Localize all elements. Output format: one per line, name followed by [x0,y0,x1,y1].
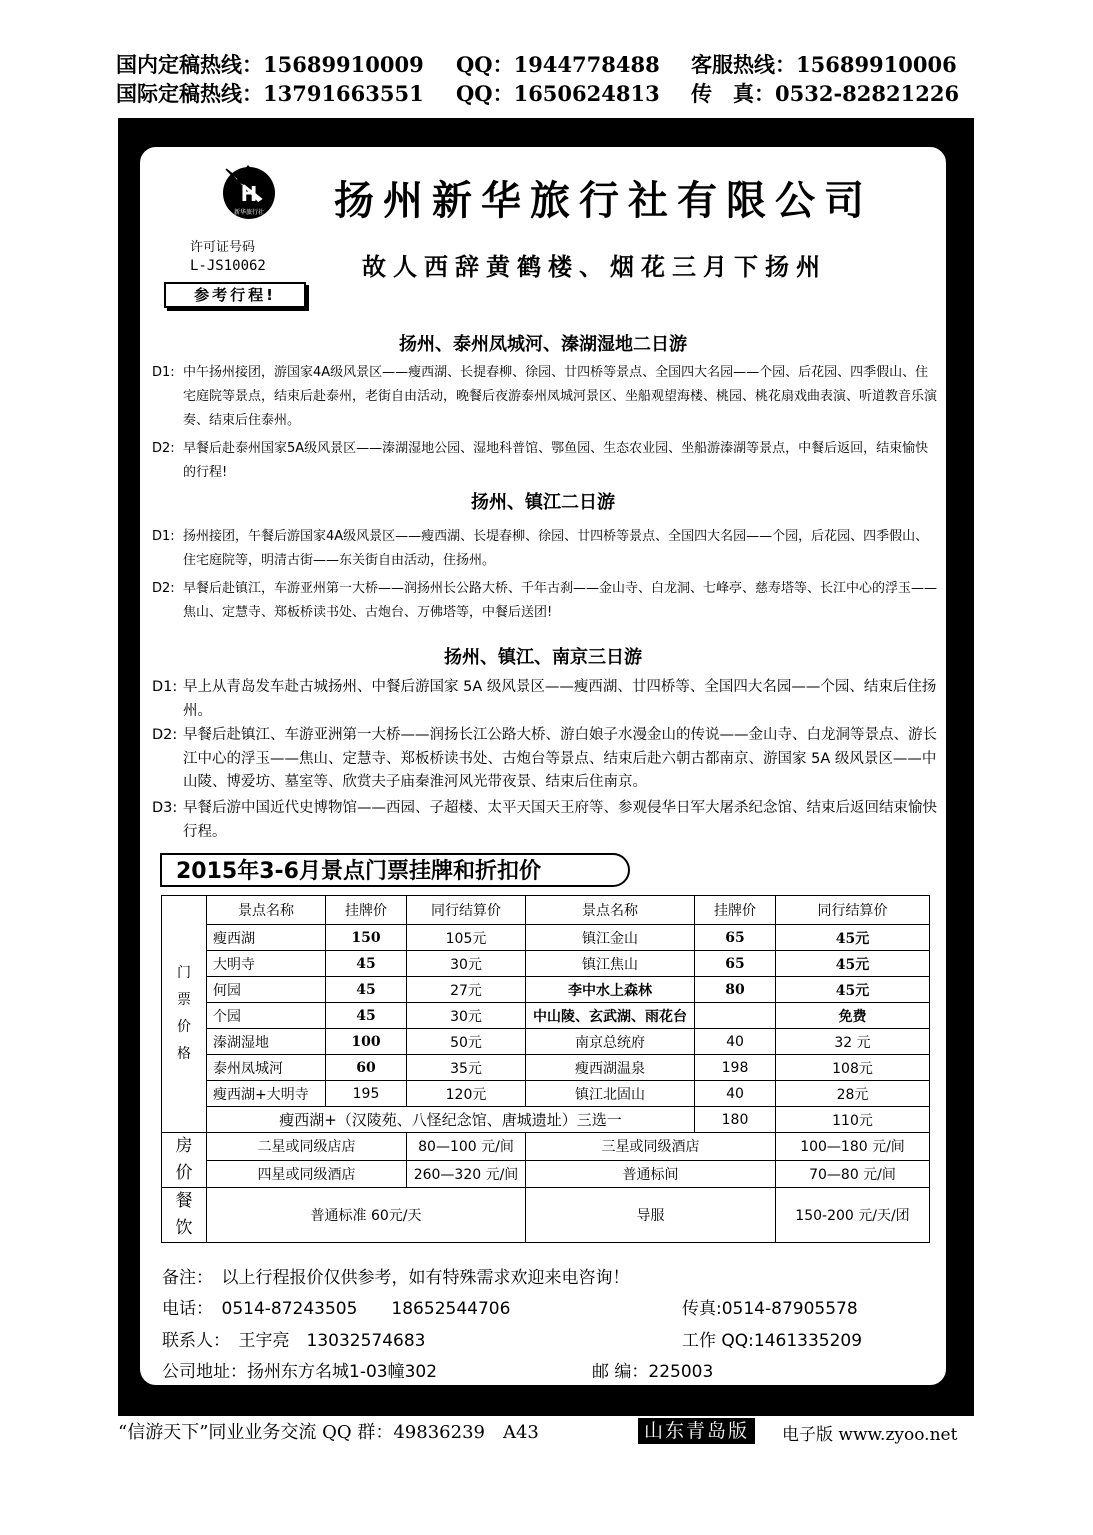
license-label: 许可证号码 [190,240,256,255]
international-hotline: 国际定稿热线：13791663551 [116,81,424,106]
remark-text: 备注： 以上行程报价仅供参考，如有特殊需求欢迎来电咨询！ [162,1268,630,1288]
header-cell: 同行结算价 [407,896,526,925]
table-cell: 260—320 元/间 [407,1160,526,1188]
logo-letter: H [240,182,258,206]
table-cell: 镇江北固山 [526,1081,695,1107]
service-hotline: 客服热线：15689910006 [691,52,957,77]
table-cell: 198 [695,1055,776,1081]
day-text: 早餐后游中国近代史博物馆——西园、子超楼、太平天国天王府等、参观侵华日军大屠杀纪念馆、结束后返回结束愉快行程。 [183,800,937,840]
contact-person-text: 联系人： 王宇亮 13032574683 [162,1331,426,1351]
table-row [162,1160,930,1188]
ticket-price-title: 2015年3-6月景点门票挂牌和折扣价 [160,853,630,887]
day-label: D2: [152,581,175,596]
table-cell [695,1003,776,1029]
table-cell: 32 元 [776,1029,930,1055]
day-label: D2: [152,441,175,456]
day-text: 扬州接团，午餐后游国家4A级风景区——瘦西湖、长堤春柳、徐园、廿四桥等景点、全国四大名园——个园，后花园、四季假山、住宅庭院等，明清古街——东关街自由活动，住扬州。 [183,529,929,568]
table-cell: 195 [326,1081,407,1107]
table-cell: 40 [695,1081,776,1107]
page-footer [118,1418,978,1446]
table-cell: 100 [326,1029,407,1055]
table-cell: 30元 [407,951,526,977]
table-cell: 105元 [407,925,526,951]
table-cell: 普通标准 60元/天 [207,1188,526,1243]
itinerary-day [152,577,942,625]
table-cell: 35元 [407,1055,526,1081]
postcode-text: 邮 编：225003 [592,1362,714,1382]
table-cell: 45 [326,951,407,977]
side-label-text: 餐饮 [175,1191,193,1238]
fax-text: 传真:0514-87905578 [682,1299,858,1319]
table-cell: 120元 [407,1081,526,1107]
hotline-row [116,79,976,108]
ad-frame [118,118,974,1416]
side-label-text: 门票价格 [177,965,191,1062]
table-cell: 四星或同级酒店 [207,1160,407,1188]
table-cell: 45元 [776,951,930,977]
table-header-row [162,896,930,925]
header-cell: 景点名称 [526,896,695,925]
table-cell: 60 [326,1055,407,1081]
table-cell: 65 [695,951,776,977]
price-table [161,895,930,1243]
table-row [162,1133,930,1161]
table-cell: 镇江金山 [526,925,695,951]
table-cell: 瘦西湖 [207,925,326,951]
table-cell: 二星或同级店店 [207,1133,407,1161]
company-name: 扬州新华旅行社有限公司 [334,178,873,224]
header-cell: 景点名称 [207,896,326,925]
slogan: 故人西辞黄鹤楼、烟花三月下扬州 [362,252,827,281]
day-text: 中午扬州接团，游国家4A级风景区——瘦西湖、长提春柳、徐园、廿四桥等景点、全国四大名园——个园、后花园、四季假山、住宅庭院等景点，结束后赴泰州，老街自由活动，晚餐后夜游泰州凤城河景区、坐船观望海楼、桃园、桃花扇戏曲表演、听道教音乐演奏、结束后住泰州。 [183,365,938,428]
table-cell: 大明寺 [207,951,326,977]
table-cell: 南京总统府 [526,1029,695,1055]
itinerary-day [152,361,942,433]
phone-text: 电话： 0514-87243505 18652544706 [162,1299,511,1319]
day-text: 早餐后赴镇江，车游亚州第一大桥——润扬州长公路大桥、千年古刹——金山寺、白龙洞、七峰亭、慈寿塔等、长江中心的浮玉——焦山、定慧寺、郑板桥读书处、古炮台、万佛塔等，中餐后送团! [183,581,938,620]
table-cell: 个园 [207,1003,326,1029]
reference-itinerary-label: 参考行程! [164,282,306,308]
domestic-hotline: 国内定稿热线：15689910009 [116,52,424,77]
table-cell: 110元 [776,1107,930,1133]
footer-qq-group: “信游天下”同业业务交流 QQ 群：49836239 A43 [118,1422,539,1443]
fax-number: 传 真：0532-82821226 [691,81,960,106]
table-cell: 150 [326,925,407,951]
day-label: D2: [152,727,178,743]
table-cell: 镇江焦山 [526,951,695,977]
day-label: D1: [152,679,178,695]
table-cell: 瘦西湖+大明寺 [207,1081,326,1107]
table-cell: 27元 [407,977,526,1003]
table-cell: 40 [695,1029,776,1055]
table-row [162,1055,930,1081]
route-title: 扬州、镇江、南京三日游 [444,647,642,668]
table-cell: 泰州凤城河 [207,1055,326,1081]
table-cell: 李中水上森林 [526,977,695,1003]
table-cell: 30元 [407,1003,526,1029]
table-cell: 导服 [526,1188,776,1243]
table-cell: 免费 [776,1003,930,1029]
table-row [162,1029,930,1055]
table-row [162,977,930,1003]
table-cell: 溱湖湿地 [207,1029,326,1055]
table-cell: 中山陵、玄武湖、雨花台 [526,1003,695,1029]
qq-number: QQ：1944778488 [456,52,660,77]
ad-panel [138,145,948,1387]
qq-number: QQ：1650624813 [456,81,660,106]
license-code: L-JS10062 [190,258,266,274]
table-cell: 50元 [407,1029,526,1055]
table-cell: 瘦西湖温泉 [526,1055,695,1081]
travel-agency-logo-icon [218,159,280,221]
table-row [162,1188,930,1243]
combo-ticket-cell: 瘦西湖+（汉陵苑、八怪纪念馆、唐城遗址）三选一 [207,1107,695,1133]
table-cell: 100—180 元/间 [776,1133,930,1161]
header-cell: 同行结算价 [776,896,930,925]
itinerary-day [152,525,942,573]
table-cell: 三星或同级酒店 [526,1133,776,1161]
side-label-text: 房价 [175,1136,193,1183]
edition-badge: 山东青岛版 [638,1418,755,1444]
table-cell: 70—80 元/间 [776,1160,930,1188]
table-row [162,1107,930,1133]
itinerary-day [152,797,942,844]
table-cell: 45元 [776,925,930,951]
table-row [162,1003,930,1029]
itinerary-day [152,724,942,795]
day-text: 早餐后赴镇江、车游亚洲第一大桥——润扬长江公路大桥、游白娘子水漫金山的传说——金山寺、白龙洞等景点、游长江中心的浮玉——焦山、定慧寺、郑板桥读书处、古炮台等景点、结束后赴六朝古都南京、游国家 5A 级风景区——中山陵、博爱坊、墓室等、欣赏夫子庙秦淮河风光带夜景、结束后住南京。 [183,727,937,790]
table-cell: 108元 [776,1055,930,1081]
route-title: 扬州、泰州凤城河、溱湖湿地二日游 [399,334,687,355]
table-cell: 80 [695,977,776,1003]
itinerary-day [152,676,942,723]
header-cell: 挂牌价 [326,896,407,925]
table-cell: 65 [695,925,776,951]
table-cell: 150-200 元/天/团 [776,1188,930,1243]
table-cell: 45 [326,1003,407,1029]
day-label: D3: [152,800,178,816]
day-text: 早上从青岛发车赴古城扬州、中餐后游国家 5A 级风景区——瘦西湖、廿四桥等、全国四大名园——个园、结束后住扬州。 [183,679,937,719]
work-qq-text: 工作 QQ:1461335209 [682,1331,863,1351]
day-text: 早餐后赴泰州国家5A级风景区——溱湖湿地公园、湿地科普馆、鄂鱼园、生态农业园、坐船游溱湖等景点，中餐后返回，结束愉快的行程! [183,441,929,480]
route-title: 扬州、镇江二日游 [471,492,615,513]
table-cell: 普通标间 [526,1160,776,1188]
table-cell: 80—100 元/间 [407,1133,526,1161]
table-row [162,951,930,977]
table-row [162,1081,930,1107]
hotel-side-label [162,1133,207,1188]
ticket-side-label [162,896,207,1133]
table-cell: 何园 [207,977,326,1003]
table-cell: 28元 [776,1081,930,1107]
day-label: D1: [152,529,175,544]
table-row [162,925,930,951]
logo-text: 新华旅行社 [233,209,265,216]
itinerary-day [152,437,942,485]
hotline-header [116,50,976,108]
hotline-row [116,50,976,79]
meal-side-label [162,1188,207,1243]
table-cell: 180 [695,1107,776,1133]
footer-website: 电子版 www.zyoo.net [782,1425,958,1445]
header-cell: 挂牌价 [695,896,776,925]
address-text: 公司地址：扬州东方名城1-03幢302 [162,1362,438,1382]
table-cell: 45元 [776,977,930,1003]
day-label: D1: [152,365,175,380]
license-block [190,239,266,275]
table-cell: 45 [326,977,407,1003]
